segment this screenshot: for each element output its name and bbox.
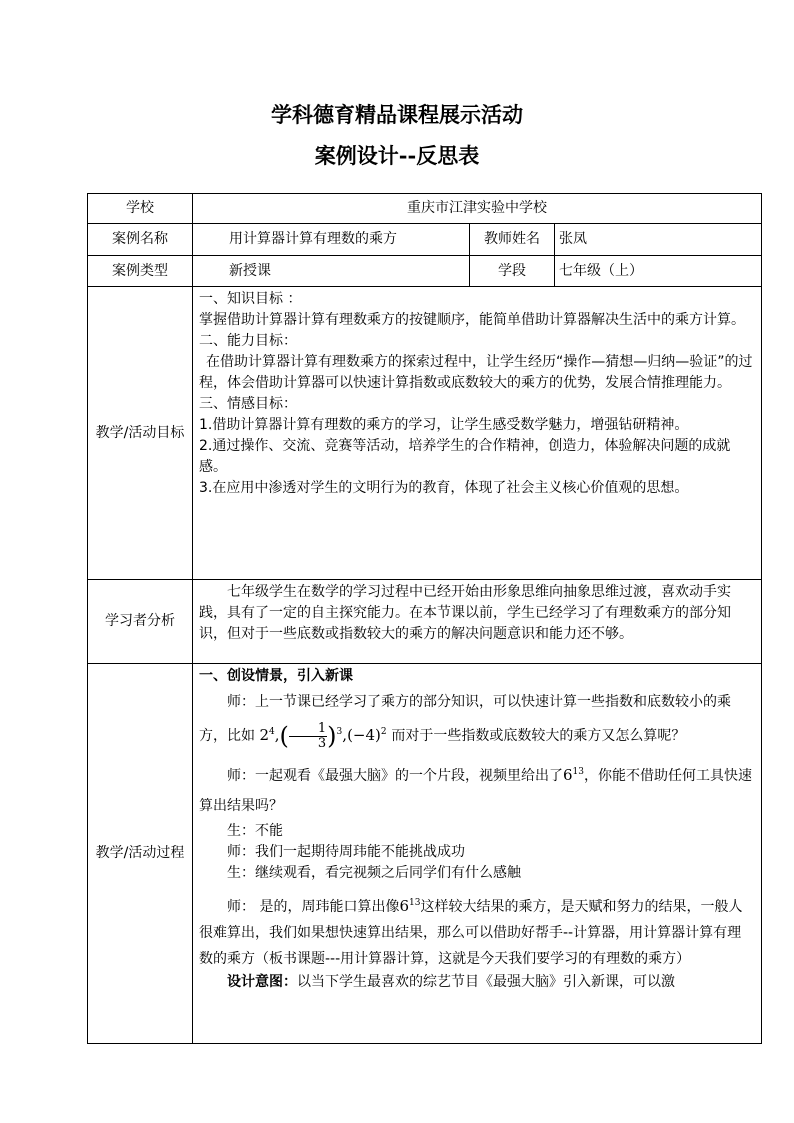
process-label: 教学/活动过程: [88, 664, 193, 1044]
process-text: 以当下学生最喜欢的综艺节目《最强大脑》引入新课，可以激: [297, 974, 675, 990]
case-type-value: 新授课: [193, 256, 470, 287]
case-type-label: 案例类型: [88, 256, 193, 287]
goals-content: [193, 287, 762, 580]
school-label: 学校: [88, 194, 193, 224]
row-goals: [88, 287, 762, 580]
goals-line: 二、能力目标：: [199, 333, 297, 349]
process-heading: 一、创设情景，引入新课: [199, 668, 353, 684]
learner-text: 七年级学生在数学的学习过程中已经开始由形象思维向抽象思维过渡，喜欢动手实践，具有了一定的自主探究能力。在本节课以前，学生已经学习了有理数乘方的部分知识，但对于一些底数或指数较大的乘方的解决问题意识和能力还不够。: [199, 584, 731, 642]
goals-line: 掌握借助计算器计算有理数乘方的按键顺序，能简单借助计算器解决生活中的乘方计算。: [199, 312, 745, 328]
goals-line: 在借助计算器计算有理数乘方的探索过程中，让学生经历“操作—猜想—归纳—验证”的过程，体会借助计算器可以快速计算指数或底数较大的乘方的优势，发展合情推理能力。: [199, 354, 753, 391]
case-table: [87, 193, 762, 1044]
school-value: 重庆市江津实验中学校: [193, 194, 762, 224]
process-content: [193, 664, 762, 1044]
process-paragraph: 生：继续观看，看完视频之后同学们有什么感触: [227, 865, 521, 881]
process-text: 师： 是的，周玮能口算出像: [227, 899, 400, 915]
process-paragraph: 师：我们一起期待周玮能不能挑战成功: [227, 844, 465, 860]
document-title: 学科德育精品课程展示活动: [271, 102, 523, 127]
goals-line: 1.借助计算器计算有理数的乘方的学习，让学生感受数学魅力，增强钻研精神。: [199, 417, 689, 433]
goals-label: 教学/活动目标: [88, 287, 193, 580]
process-text: 这样较大结果的乘方，是天赋和努力的结果，一般人很难算出，我们如果想快速算出结果，那么可以借助好帮手--计算器，用计算器计算有理数的乘方（板书课题---用计算器计算，这就是今天我们要学习的有理数的乘方）: [199, 899, 743, 967]
teacher-value: 张凤: [555, 224, 762, 256]
stage-label: 学段: [470, 256, 555, 287]
learner-content: [193, 580, 762, 664]
row-case-name: [88, 224, 762, 256]
process-text: 师：上一节课已经学习了乘方的部分知识，可以快速计算一些指数和底数较小的乘方，比如: [199, 694, 731, 744]
stage-value: 七年级（上）: [555, 256, 762, 287]
process-paragraph: [199, 757, 755, 821]
process-paragraph: [199, 890, 755, 972]
goals-line: 2.通过操作、交流、竞赛等活动，培养学生的合作精神，创造力，体验解决问题的成就感。: [199, 438, 731, 475]
process-text: 师：一起观看《最强大脑》的一个片段，视频里给出了: [227, 768, 563, 784]
goals-line: 3.在应用中渗透对学生的文明行为的教育，体现了社会主义核心价值观的思想。: [199, 480, 689, 496]
process-paragraph: [199, 687, 755, 751]
learner-label: 学习者分析: [88, 580, 193, 664]
process-text: ，你能不借助任何工具快速算出结果吗？: [199, 768, 752, 814]
process-paragraph: 生：不能: [227, 823, 283, 839]
row-school: [88, 194, 762, 224]
row-learner: [88, 580, 762, 664]
math-expression: $6^{13}$: [563, 766, 584, 784]
process-text: 而对于一些指数或底数较大的乘方又怎么算呢？: [391, 728, 686, 744]
document-subtitle: 案例设计--反思表: [314, 143, 480, 168]
teacher-label: 教师姓名: [470, 224, 555, 256]
row-case-type: [88, 256, 762, 287]
case-name-label: 案例名称: [88, 224, 193, 256]
math-expression: $6^{13}$: [399, 897, 421, 915]
process-paragraph: [199, 972, 755, 993]
math-expression: $2^4$,( $\frac{1}{3}$ )$^3,(-4)^2$: [259, 720, 387, 751]
goals-line: 三、情感目标：: [199, 396, 297, 412]
row-process: [88, 664, 762, 1044]
design-intent-label: 设计意图：: [227, 974, 297, 990]
case-name-value: 用计算器计算有理数的乘方: [193, 224, 470, 256]
goals-line: 一、知识目标 ：: [199, 291, 302, 307]
